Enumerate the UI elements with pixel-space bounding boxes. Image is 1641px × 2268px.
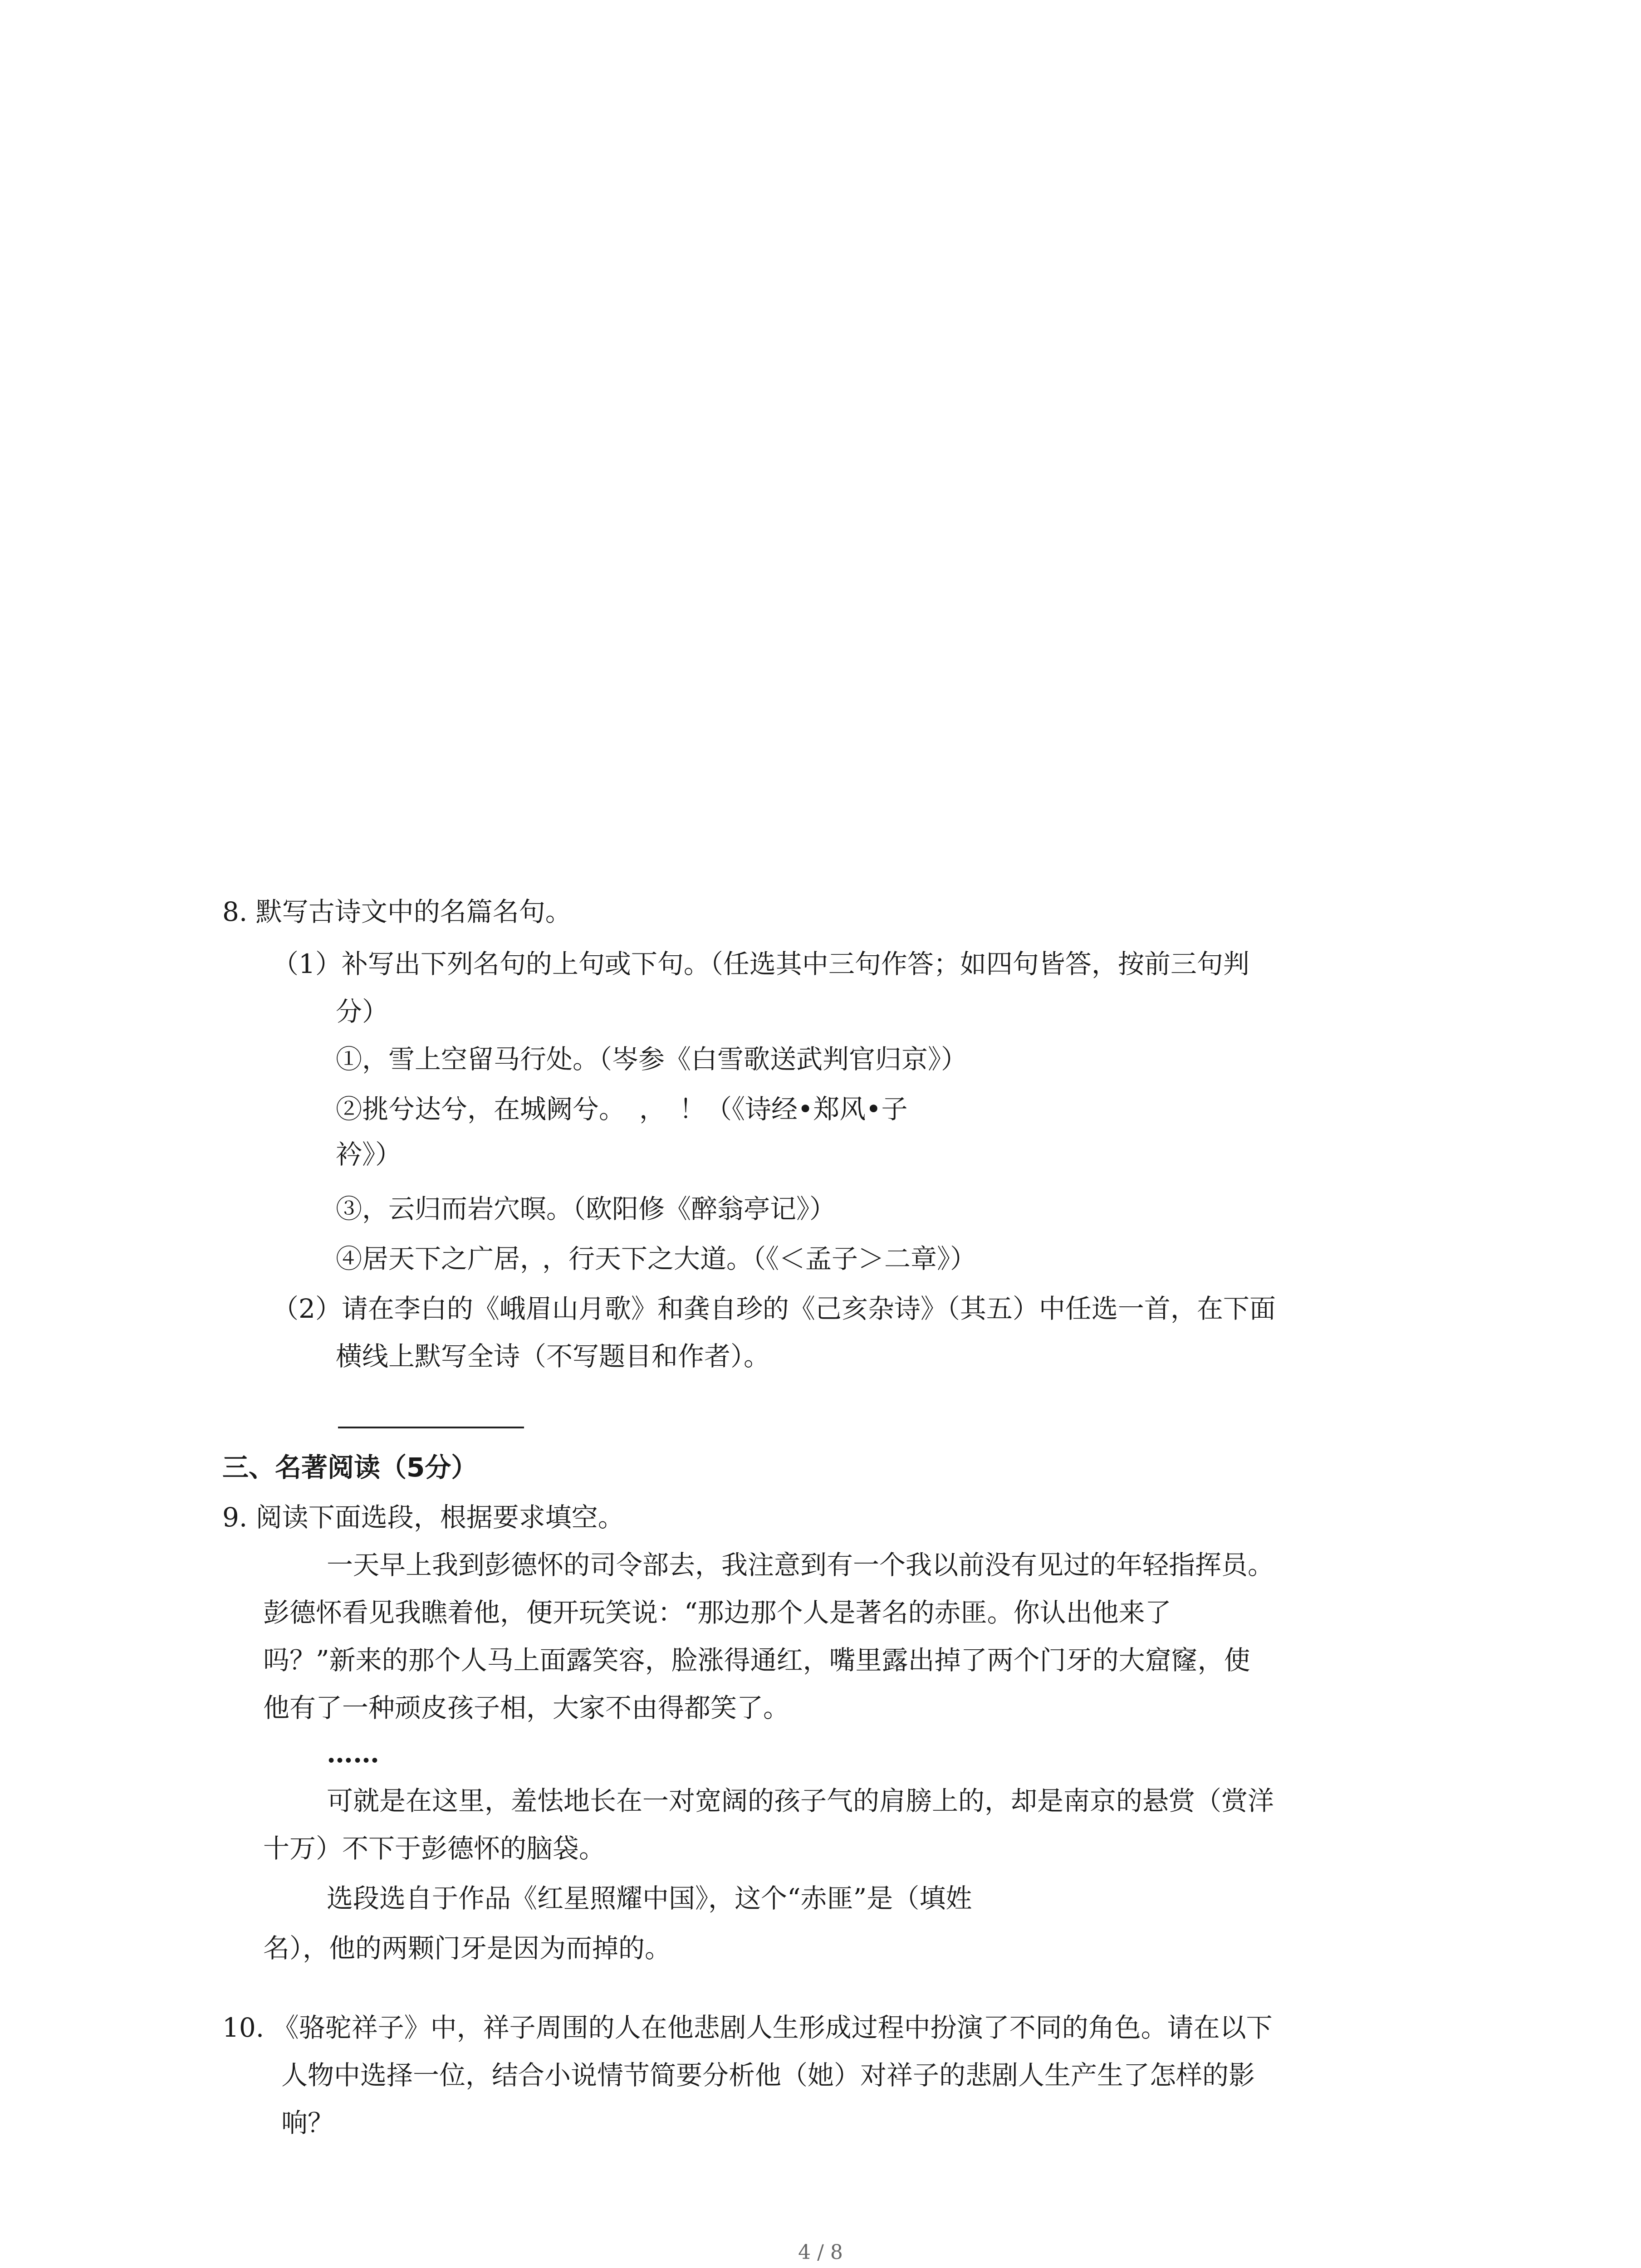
q9-ellipsis: …… [327, 1738, 379, 1769]
q9-fill-in-1: 选段选自于作品《红星照耀中国》，这个“赤匪”是（填姓 [327, 1883, 972, 1914]
q8-item-2: ②挑兮达兮，在城阙兮。 ， ！（《诗经•郑风•子 [336, 1094, 908, 1124]
q8-item-4: ④居天下之广居， ，行天下之大道。（《＜孟子＞二章》） [336, 1243, 977, 1274]
section-3-heading: 三、名著阅读（5分） [222, 1452, 478, 1483]
poem-answer-line[interactable] [338, 1427, 524, 1428]
q8-item-1: ①，雪上空留马行处。（岑参《白雪歌送武判官归京》） [336, 1044, 968, 1075]
q8-title: 8. 默写古诗文中的名篇名句。 [222, 896, 572, 927]
q9-title: 9. 阅读下面选段，根据要求填空。 [222, 1502, 624, 1533]
q9-excerpt-line: 吗？”新来的那个人马上面露笑容，脸涨得通红，嘴里露出掉了两个门牙的大窟窿，使 [263, 1645, 1250, 1676]
q9-excerpt-line: 一天早上我到彭德怀的司令部去，我注意到有一个我以前没有见过的年轻指挥员。 [327, 1549, 1274, 1580]
q10-line: 响？ [281, 2107, 334, 2138]
q9-fill-in-2: 名），他的两颗门牙是因为而掉的。 [263, 1933, 671, 1964]
q10-line: 人物中选择一位，结合小说情节简要分析他（她）对祥子的悲剧人生产生了怎样的影 [281, 2060, 1255, 2091]
q10-line: 10. 《骆驼祥子》中，祥子周围的人在他悲剧人生形成过程中扮演了不同的角色。请在以下 [222, 2012, 1273, 2043]
q9-excerpt-line: 可就是在这里，羞怯地长在一对宽阔的孩子气的肩膀上的，却是南京的悬赏（赏洋 [327, 1785, 1274, 1816]
q9-excerpt-line: 十万）不下于彭德怀的脑袋。 [263, 1833, 606, 1864]
q8-part2-instruction: （2）请在李白的《峨眉山月歌》和龚自珍的《己亥杂诗》（其五）中任选一首，在下面 [272, 1293, 1276, 1324]
page-number: 4 / 8 [798, 2241, 843, 2264]
q9-excerpt-line: 他有了一种顽皮孩子相，大家不由得都笑了。 [263, 1692, 790, 1723]
q8-part2-instruction-cont: 横线上默写全诗（不写题目和作者）。 [336, 1341, 770, 1372]
q8-part1-instruction-cont: 分） [336, 996, 389, 1027]
q8-item-2-cont: 衿》） [336, 1139, 402, 1170]
q8-item-3: ③，云归而岩穴暝。（欧阳修《醉翁亭记》） [336, 1193, 836, 1224]
q8-part1-instruction: （1）补写出下列名句的上句或下句。（任选其中三句作答；如四句皆答，按前三句判 [272, 948, 1249, 979]
q9-excerpt-line: 彭德怀看见我瞧着他，便开玩笑说：“那边那个人是著名的赤匪。你认出他来了 [263, 1597, 1171, 1628]
